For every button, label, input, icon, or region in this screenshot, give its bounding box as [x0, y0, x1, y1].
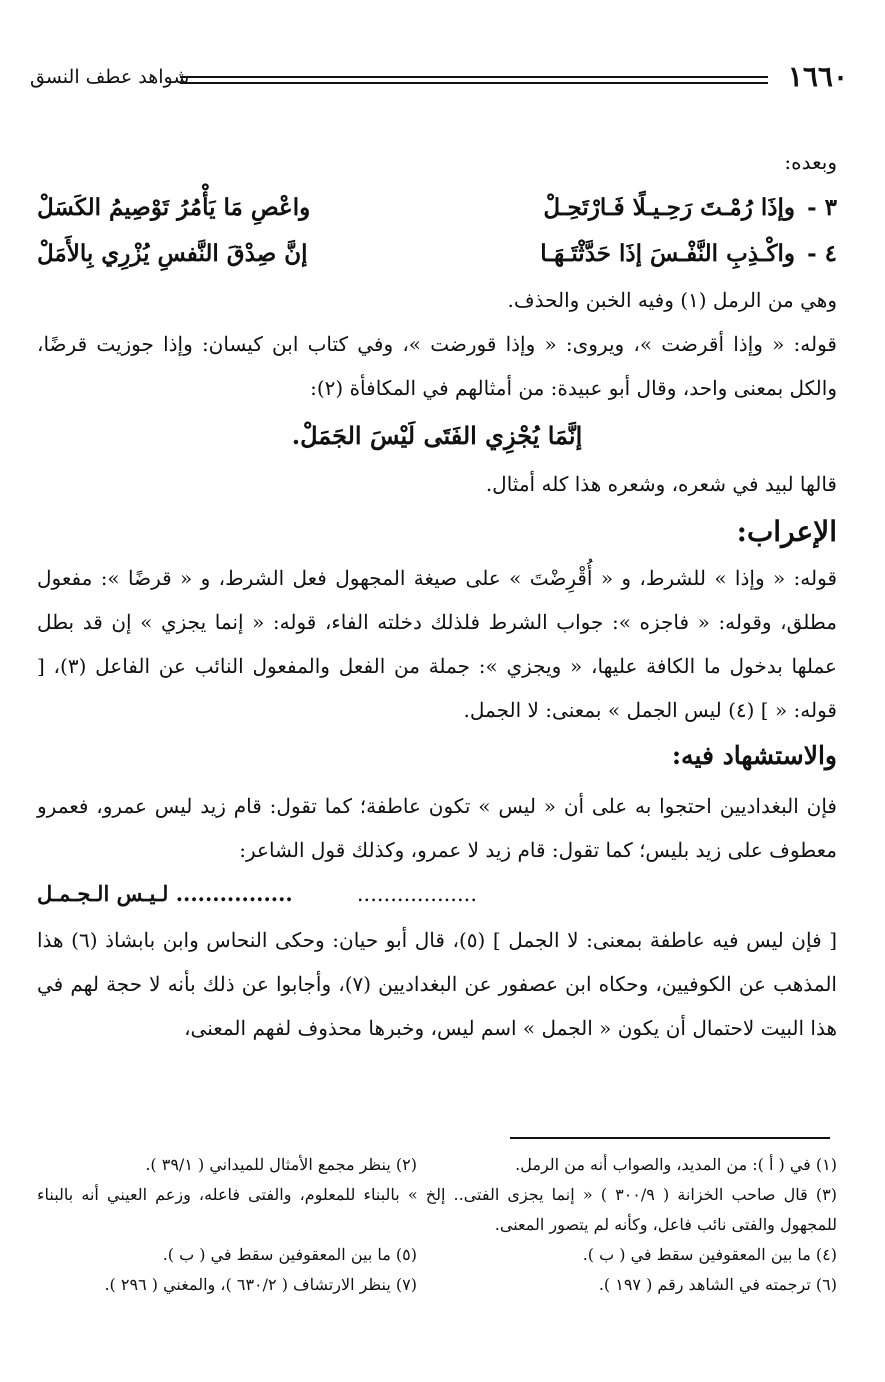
- verse-number: ٤ -: [807, 240, 837, 267]
- intro-text: وبعده:: [784, 150, 837, 174]
- verse-second-half: إنَّ صِدْقَ النَّفسِ يُزْرِي بِالأَمَلْ: [37, 240, 308, 267]
- footnote-4: (٤) ما بين المعقوفين سقط في ( ب ).: [582, 1245, 837, 1264]
- footnotes: [37, 1150, 837, 1300]
- running-title: شواهد عطف النسق: [30, 66, 190, 88]
- main-text: [37, 140, 837, 1050]
- shahid-first-half: ..................: [356, 882, 477, 906]
- footnote-1: (١) في ( أ ): من المديد، والصواب أنه من الرمل.: [515, 1155, 837, 1174]
- verse-4: [37, 232, 837, 278]
- section-heading-istishhad: والاستشهاد فيه:: [671, 741, 837, 770]
- header-double-rule: [180, 76, 768, 84]
- section-heading-irab: الإعراب:: [736, 515, 837, 548]
- footnote-6: (٦) ترجمته في الشاهد رقم ( ١٩٧ ).: [598, 1275, 837, 1294]
- page-header: [30, 60, 848, 100]
- footnote-7: (٧) ينظر الارتشاف ( ٦٣٠/٢ )، والمغني ( ٢٩٦ ).: [104, 1275, 417, 1294]
- shahid-verse: [37, 872, 837, 918]
- verse-first-half: وإذَا رُمْـتَ رَحِـيـلًا فَـارْتَحِـلْ: [543, 194, 795, 221]
- meter-note: وهي من الرمل (١) وفيه الخبن والحذف.: [507, 288, 837, 312]
- footnote-row: [37, 1240, 837, 1270]
- paragraph: فإن البغداديين احتجوا به على أن « ليس » تكون عاطفة؛ كما تقول: قام زيد ليس عمرو، فعمرو معطوف على زيد بليس؛ كما تقول: قام زيد لا عمرو، وكذلك قول الشاعر:: [37, 794, 837, 862]
- footnote-2: (٢) ينظر مجمع الأمثال للميداني ( ٣٩/١ ).: [145, 1155, 417, 1174]
- footnote-rule: [510, 1137, 830, 1139]
- verse-number: ٣ -: [807, 194, 837, 221]
- paragraph: قوله: « وإذا » للشرط، و « أُقْرِضْتَ » على صيغة المجهول فعل الشرط، و « قرضًا »: مفعول مطلق، وقوله: « فاجزه »: جواب الشرط فلذلك دخلته الفاء، قوله: « إنما يجزي » إن قد بطل عملها بدخول ما الكافة عليها، « ويجزي »: جملة من الفعل والمفعول النائب عن الفاعل (٣)، [ قوله: « ] (٤) ليس الجمل » بمعنى: لا الجمل.: [37, 566, 837, 722]
- paragraph: [ فإن ليس فيه عاطفة بمعنى: لا الجمل ] (٥)، قال أبو حيان: وحكى النحاس وابن بابشاذ (٦) هذا المذهب عن الكوفيين، وحكاه ابن عصفور عن البغداديين (٧)، وأجابوا عن ذلك بأنه لا حجة لهم في هذا البيت لاحتمال أن يكون « الجمل » اسم ليس، وخبرها محذوف لفهم المعنى،: [37, 928, 838, 1040]
- verse-3: [37, 186, 837, 232]
- footnote-row: [37, 1270, 837, 1300]
- proverb-line: إنَّمَا يُجْزِي الفَتَى لَيْسَ الجَمَلْ.: [291, 421, 583, 450]
- verse-first-half: واكْـذِبِ النَّفْـسَ إذَا حَدَّثْتَـهَـا: [540, 240, 795, 267]
- shahid-second-half: ................ لـيـس الـجـمـل: [37, 881, 293, 906]
- verse-second-half: واعْصِ مَا يَأْمُرُ تَوْصِيمُ الكَسَلْ: [37, 194, 311, 221]
- paragraph: قوله: « وإذا أقرضت »، ويروى: « وإذا قورضت »، وفي كتاب ابن كيسان: وإذا جوزيت قرضًا، والكل بمعنى واحد، وقال أبو عبيدة: من أمثالهم في المكافأة (٢):: [37, 332, 837, 400]
- footnote-row: [37, 1150, 837, 1180]
- page-number: ١٦٦٠: [787, 60, 848, 93]
- footnote-5: (٥) ما بين المعقوفين سقط في ( ب ).: [162, 1245, 417, 1264]
- paragraph: قالها لبيد في شعره، وشعره هذا كله أمثال.: [485, 472, 837, 496]
- footnote-3: (٣) قال صاحب الخزانة ( ٣٠٠/٩ ) « إنما يجزى الفتى.. إلخ » بالبناء للمعلوم، والفتى فاعله، وزعم العيني أنه بالبناء للمجهول والفتى نائب فاعل، وكأنه لم يتصور المعنى.: [37, 1185, 837, 1234]
